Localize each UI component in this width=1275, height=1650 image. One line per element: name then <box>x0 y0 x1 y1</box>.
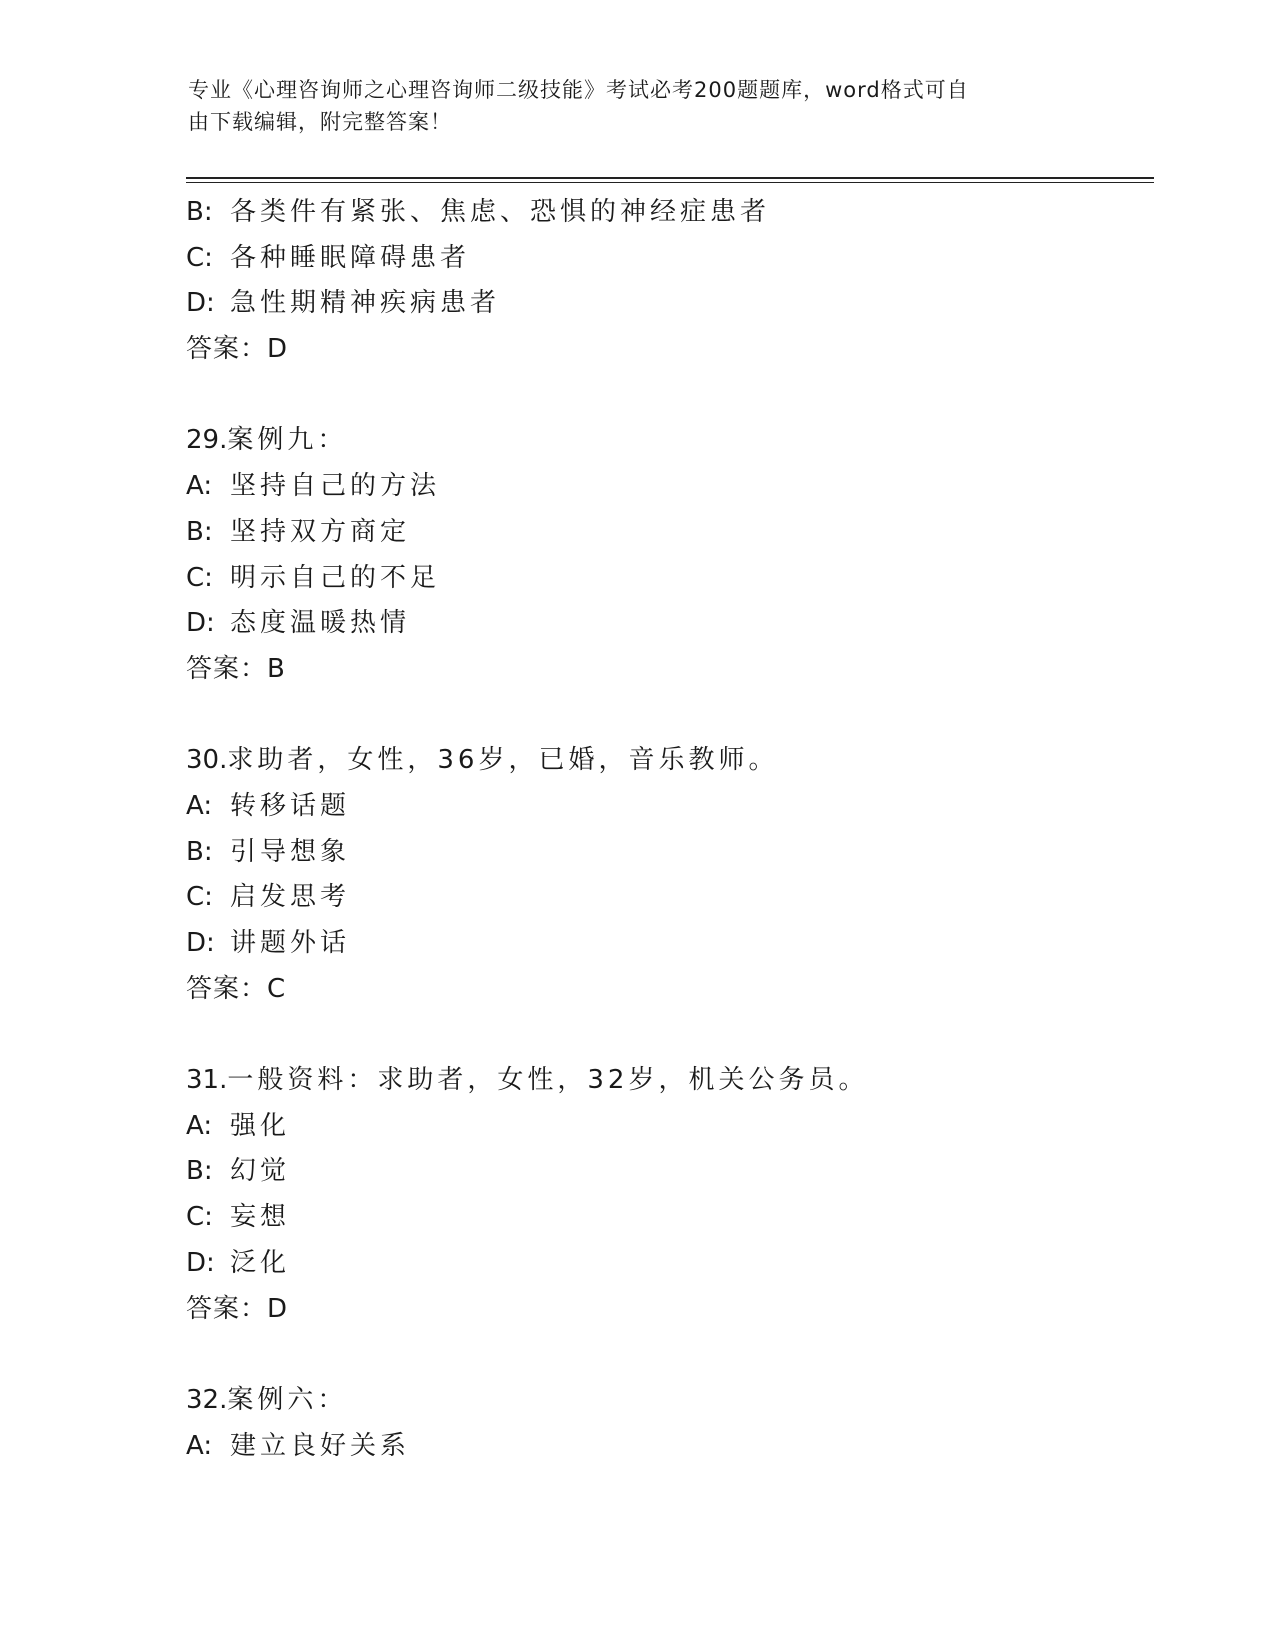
option-d <box>186 601 1154 647</box>
option-text: 急性期精神疾病患者 <box>230 288 501 319</box>
option-text: 强化 <box>230 1110 291 1141</box>
option-text: 坚持双方商定 <box>230 516 411 547</box>
question-stem <box>186 1378 1154 1424</box>
question-partial <box>186 190 1154 373</box>
header-divider-thick <box>186 177 1154 179</box>
header-line-2: 由下载编辑，附完整答案！ <box>188 110 452 134</box>
option-c <box>186 1195 1154 1241</box>
question-text: 案例九： <box>227 425 348 456</box>
option-letter: B: <box>186 1156 213 1187</box>
question-number: 32. <box>186 1384 228 1415</box>
answer-line: 答案：B <box>186 653 286 684</box>
option-letter: A: <box>186 471 213 502</box>
option-text: 建立良好关系 <box>230 1430 411 1461</box>
question-text: 案例六： <box>227 1384 348 1415</box>
question-number: 30. <box>186 745 228 776</box>
option-letter: A: <box>186 1430 213 1461</box>
question-list <box>186 190 1154 1469</box>
option-letter: B: <box>186 516 213 547</box>
option-letter: C: <box>186 1202 213 1233</box>
option-text: 各种睡眠障碍患者 <box>230 242 471 273</box>
question-number: 29. <box>186 425 228 456</box>
option-letter: C: <box>186 242 213 273</box>
option-c <box>186 236 1154 282</box>
option-letter: C: <box>186 562 213 593</box>
option-letter: D: <box>186 288 215 319</box>
question-32 <box>186 1378 1154 1469</box>
option-text: 态度温暖热情 <box>230 608 411 639</box>
option-letter: A: <box>186 1110 213 1141</box>
option-b <box>186 830 1154 876</box>
option-text: 引导想象 <box>230 836 351 867</box>
option-letter: D: <box>186 608 215 639</box>
option-letter: D: <box>186 1247 215 1278</box>
option-text: 幻觉 <box>230 1156 291 1187</box>
option-a <box>186 1104 1154 1150</box>
spacer <box>186 1012 1154 1058</box>
question-text: 一般资料：求助者，女性，32岁，机关公务员。 <box>227 1065 869 1096</box>
option-letter: D: <box>186 928 215 958</box>
option-text: 转移话题 <box>230 790 351 821</box>
question-31 <box>186 1058 1154 1332</box>
option-d <box>186 281 1154 327</box>
spacer <box>186 373 1154 419</box>
question-30 <box>186 738 1154 1012</box>
question-29 <box>186 418 1154 692</box>
option-letter: B: <box>186 836 213 867</box>
option-b <box>186 190 1154 236</box>
option-b <box>186 510 1154 556</box>
option-c <box>186 875 1154 921</box>
option-b <box>186 1149 1154 1195</box>
spacer <box>186 1332 1154 1378</box>
answer-line: 答案：D <box>186 1293 289 1324</box>
question-stem <box>186 1058 1154 1104</box>
question-number: 31. <box>186 1065 228 1096</box>
header-divider-thin <box>186 182 1154 183</box>
option-letter: B: <box>186 197 213 227</box>
option-text: 妄想 <box>230 1202 291 1233</box>
answer-line: 答案：D <box>186 334 289 365</box>
option-a <box>186 464 1154 510</box>
header-line-1: 专业《心理咨询师之心理咨询师二级技能》考试必考200题题库，word格式可自 <box>188 78 969 102</box>
spacer <box>186 693 1154 739</box>
answer-line: 答案：C <box>186 973 287 1004</box>
option-letter: A: <box>186 790 213 821</box>
option-text: 各类件有紧张、焦虑、恐惧的神经症患者 <box>230 197 771 227</box>
document-header <box>188 74 1068 138</box>
option-letter: C: <box>186 882 213 913</box>
question-stem <box>186 418 1154 464</box>
option-text: 坚持自己的方法 <box>230 471 441 502</box>
question-text: 求助者，女性，36岁，已婚，音乐教师。 <box>227 745 779 776</box>
option-text: 启发思考 <box>230 882 351 913</box>
option-text: 讲题外话 <box>230 928 351 958</box>
option-a <box>186 1424 1154 1470</box>
option-d <box>186 921 1154 967</box>
question-stem <box>186 738 1154 784</box>
option-text: 泛化 <box>230 1247 291 1278</box>
option-text: 明示自己的不足 <box>230 562 441 593</box>
option-c <box>186 556 1154 602</box>
option-a <box>186 784 1154 830</box>
option-d <box>186 1241 1154 1287</box>
